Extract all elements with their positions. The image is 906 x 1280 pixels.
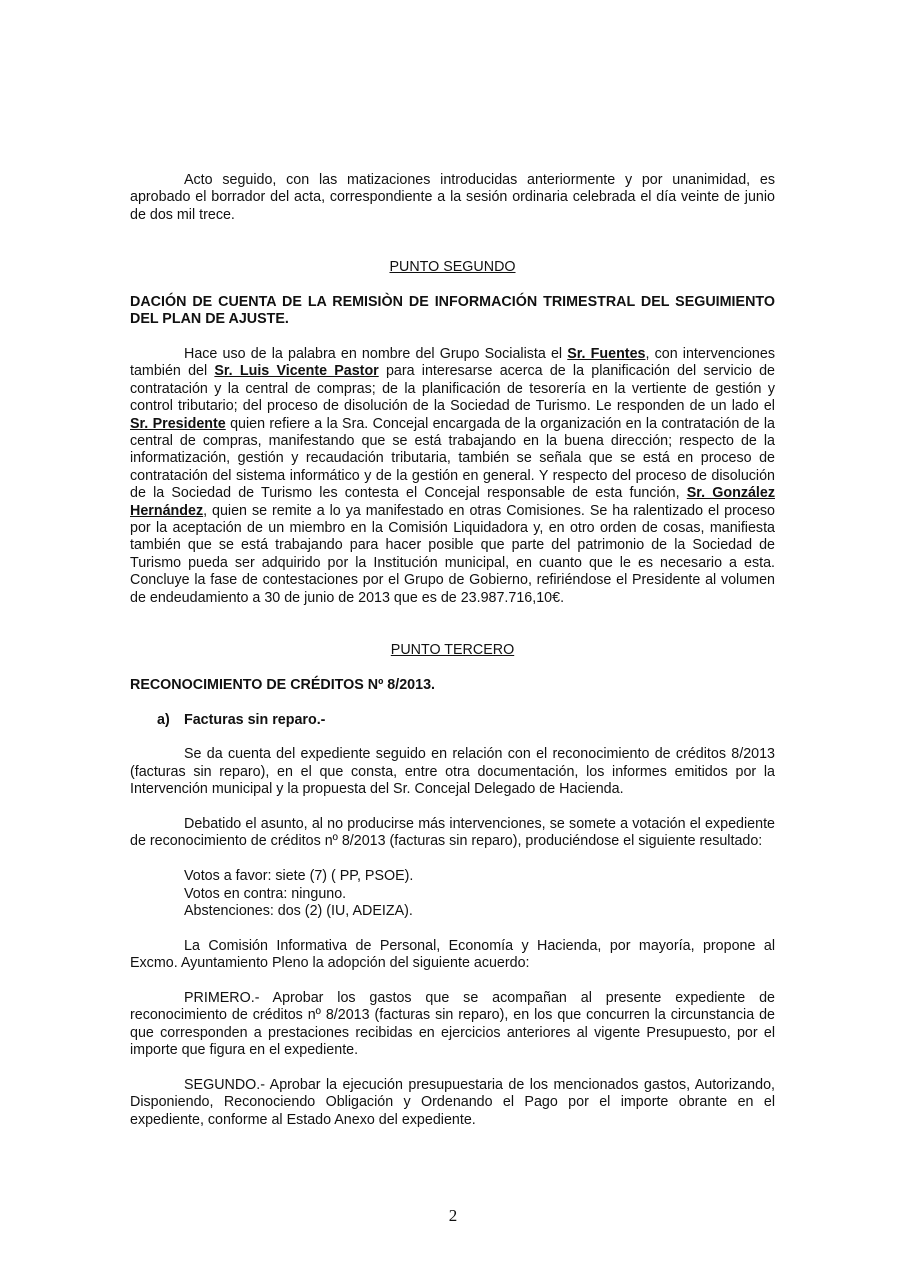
speaker-fuentes: Sr. Fuentes (567, 346, 646, 363)
text-run: quien refiere a la Sra. Concejal encargada de la organización en la contratación de la central de compras, manifestando que se está trabajando en la buena dirección; respecto de la informatización, gestión y recaudación tributaria, también se señala que se está en proceso de contratación del sistema informático y de la gestión en general. Y respecto del proceso de disolución de la Sociedad de Turismo les contesta el Concejal responsable de esta función, (130, 415, 775, 502)
speaker-pastor: Sr. Luis Vicente Pastor (214, 363, 379, 380)
punto-segundo-title: DACIÓN DE CUENTA DE LA REMISIÒN DE INFORMACIÓN TRIMESTRAL DEL SEGUIMIENTO DEL PLAN DE AJUSTE. (130, 293, 775, 328)
punto-segundo-paragraph (130, 346, 775, 607)
text-run: , con intervenciones también del (130, 346, 775, 380)
speaker-presidente: Sr. Presidente (130, 415, 226, 432)
punto-tercero-heading-text: PUNTO TERCERO (390, 641, 515, 658)
speaker-gonzalez: Sr. González Hernández (130, 485, 775, 519)
paragraph-expediente: Se da cuenta del expediente seguido en relación con el reconocimiento de créditos 8/2013 (facturas sin reparo), en el que consta, entre otra documentación, los informes emitidos por la Intervención municipal y la propuesta del Sr. Concejal Delegado de Hacienda. (130, 746, 775, 798)
text-run: para interesarse acerca de la planificación del servicio de contratación y la central de compras; de la planificación de tesorería en la vertiente de gestión y control tributario; del proceso de disolución de la Sociedad de Turismo. Le responden de un lado el (130, 363, 776, 415)
punto-segundo-heading (130, 259, 775, 276)
paragraph-primero: PRIMERO.- Aprobar los gastos que se acompañan al presente expediente de reconocimiento de créditos nº 8/2013 (facturas sin reparo), en los que concurren la circunstancia de que corresponden a prestaciones recibidas en ejercicios anteriores al vigente Presupuesto, por el importe que figura en el expediente. (130, 989, 775, 1059)
paragraph-comision: La Comisión Informativa de Personal, Economía y Hacienda, por mayoría, propone al Excmo. Ayuntamiento Pleno la adopción del siguiente acuerdo: (130, 937, 775, 972)
page-number: 2 (448, 1206, 458, 1225)
text-run: Hace uso de la palabra en nombre del Grupo Socialista el (184, 346, 568, 363)
subsection-a-label: a) (157, 711, 170, 728)
paragraph-segundo: SEGUNDO.- Aprobar la ejecución presupuestaria de los mencionados gastos, Autorizando, Disponiendo, Reconociendo Obligación y Ordenando el Pago por el importe obrante en el expediente, conforme al Estado Anexo del expediente. (130, 1076, 775, 1128)
punto-tercero-heading (130, 642, 775, 659)
subsection-a-title: Facturas sin reparo.- (184, 711, 326, 728)
text-run: , quien se remite a lo ya manifestado en otras Comisiones. Se ha ralentizado el proceso por la aceptación de un miembro en la Comisión Liquidadora y, en otro orden de cosas, manifiesta también que se está trabajando para hacer posible que parte del patrimonio de la Sociedad de Turismo pueda ser adquirido por la Institución municipal, en cuanto que le es necesario a esta. Concluye la fase de contestaciones por el Grupo de Gobierno, refiriéndose el Presidente al volumen de endeudamiento a 30 de junio de 2013 que es de 23.987.716,10€. (130, 502, 775, 606)
intro-paragraph: Acto seguido, con las matizaciones introducidas anteriormente y por unanimidad, es aprobado el borrador del acta, correspondiente a la sesión ordinaria celebrada el día veinte de junio de dos mil trece. (130, 172, 775, 223)
vote-abstenciones: Abstenciones: dos (2) (IU, ADEIZA). (184, 902, 413, 919)
subsection-a (130, 712, 775, 729)
vote-contra: Votos en contra: ninguno. (184, 885, 347, 902)
document-body (130, 172, 775, 1129)
vote-favor: Votos a favor: siete (7) ( PP, PSOE). (184, 868, 414, 885)
paragraph-votacion: Debatido el asunto, al no producirse más intervenciones, se somete a votación el expediente de reconocimiento de créditos nº 8/2013 (facturas sin reparo), produciéndose el siguiente resultado: (130, 815, 775, 850)
punto-segundo-heading-text: PUNTO SEGUNDO (389, 259, 516, 276)
punto-tercero-title: RECONOCIMIENTO DE CRÉDITOS Nº 8/2013. (130, 676, 435, 693)
